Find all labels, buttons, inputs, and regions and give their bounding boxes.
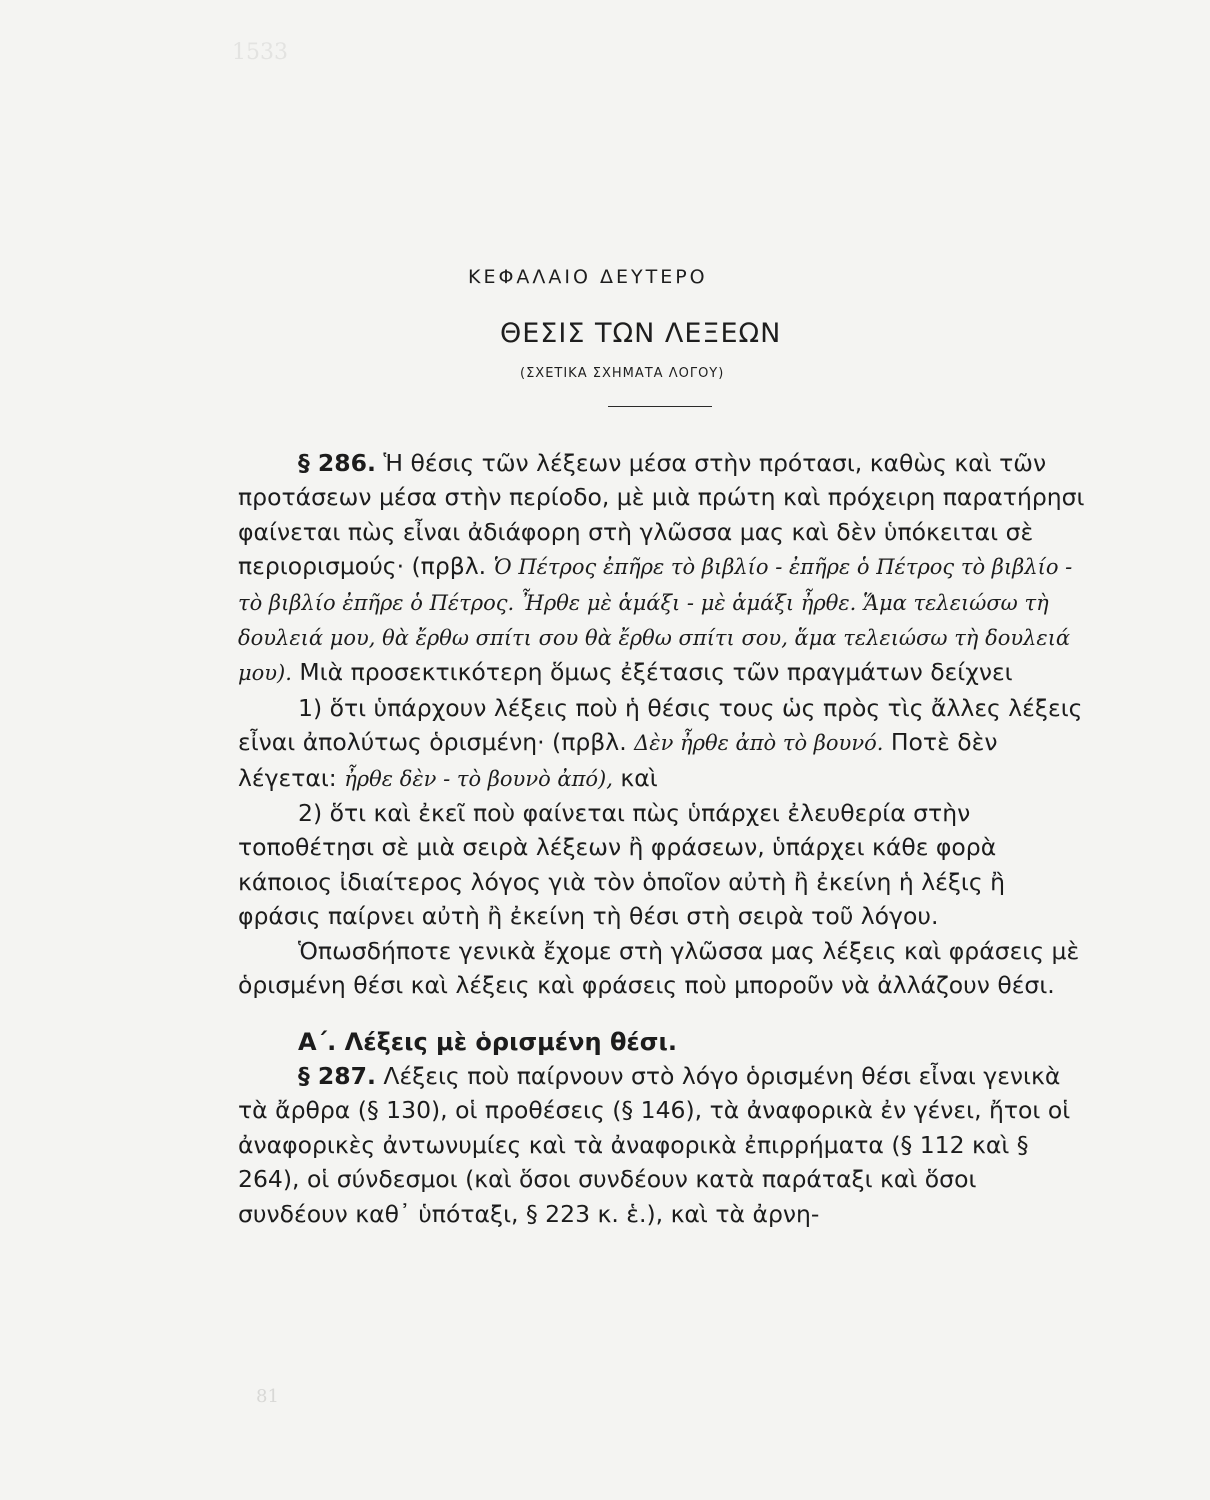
chapter-title: ΘΕΣΙΣ ΤΩΝ ΛΕΞΕΩΝ <box>500 318 782 349</box>
paragraph-286-continuation: Μιὰ προσεκτικότερη ὅμως ἐξέτασις τῶν πραγμάτων δείχνει <box>291 658 1013 687</box>
section-number-287: § 287. <box>298 1061 376 1090</box>
point-1-middle: Ποτὲ δὲν λέγεται: <box>238 728 998 792</box>
paragraph-closing: Ὁπωσδήποτε γενικὰ ἔχομε στὴ γλῶσσα μας λέξεις καὶ φράσεις μὲ ὁρισμένη θέσι καὶ λέξεις καὶ φράσεις ποὺ μποροῦν νὰ ἀλλάζουν θέσι. <box>238 936 1080 1000</box>
paragraph-286 <box>238 446 1090 691</box>
point-2: 2) ὅτι καὶ ἐκεῖ ποὺ φαίνεται πὼς ὑπάρχει ἐλευθερία στὴν τοποθέτησι σὲ μιὰ σειρὰ λέξεων ἢ φράσεων, ὑπάρχει κάθε φορὰ κάποιος ἰδιαίτερος λόγος γιὰ τὸν ὁποῖον αὐτὴ ἢ ἐκείνη ἡ λέξις ἢ φράσις παίρνει αὐτὴ ἢ ἐκείνη τὴ θέσι στὴ σειρὰ τοῦ λόγου. <box>238 799 1006 931</box>
page-number-faded: 1533 <box>232 40 288 65</box>
chapter-subtitle: (ΣΧΕΤΙΚΑ ΣΧΗΜΑΤΑ ΛΟΓΟΥ) <box>520 366 725 381</box>
point-1 <box>238 691 1090 796</box>
chapter-label: ΚΕΦΑΛΑΙΟ ΔΕΥΤΕΡΟ <box>468 266 708 288</box>
paragraph-286-intro: Ἡ θέσις τῶν λέξεων μέσα στὴν πρότασι, καθὼς καὶ τῶν προτάσεων μέσα στὴν περίοδο, μὲ μιὰ πρώτη καὶ πρόχειρη παρατήρησι φαίνεται πὼς εἶναι ἀδιάφορη στὴ γλῶσσα μας καὶ δὲν ὑπόκειται σὲ περιορισμούς· (πρβλ. <box>238 449 1085 581</box>
point-1-example-wrong: ἦρθε δὲν - τὸ βουνὸ ἀπό), <box>344 766 613 791</box>
subsection-heading: Α΄. Λέξεις μὲ ὁρισμένη θέσι. <box>298 1027 677 1056</box>
paragraph-286-examples: Ὁ Πέτρος ἐπῆρε τὸ βιβλίο - ἐπῆρε ὁ Πέτρος τὸ βιβλίο - τὸ βιβλίο ἐπῆρε ὁ Πέτρος. Ἦρθε μὲ ἁμάξι - μὲ ἁμάξι ἦρθε. Ἅμα τελειώσω τὴ δουλειά μου, θὰ ἔρθω σπίτι σου θὰ ἔρθω σπίτι σου, ἅμα τελειώσω τὴ δουλειά μου). <box>238 555 1073 686</box>
spacer <box>238 1003 1090 1025</box>
paragraph-287 <box>238 1059 1090 1231</box>
point-1-end: καὶ <box>612 763 658 792</box>
paragraph-287-text: Λέξεις ποὺ παίρνουν στὸ λόγο ὁρισμένη θέσι εἶναι γενικὰ τὰ ἄρθρα (§ 130), οἱ προθέσεις (§ 146), τὰ ἀναφορικὰ ἐν γένει, ἤτοι οἱ ἀναφορικὲς ἀντωνυμίες καὶ τὰ ἀναφορικὰ ἐπιρρήματα (§ 112 καὶ § 264), οἱ σύνδεσμοι (καὶ ὅσοι συνδέουν κατὰ παράταξι καὶ ὅσοι συνδέουν καθ᾿ ὑπόταξι, § 223 κ. ἑ.), καὶ τὰ ἀρνη- <box>238 1061 1071 1228</box>
point-1-example-correct: Δὲν ἦρθε ἀπὸ τὸ βουνό. <box>634 731 884 756</box>
title-divider <box>608 406 712 407</box>
body-text <box>238 446 1090 1231</box>
section-number-286: § 286. <box>298 449 376 477</box>
point-1-text: 1) ὅτι ὑπάρχουν λέξεις ποὺ ἡ θέσις τους ὡς πρὸς τὶς ἄλλες λέξεις εἶναι ἀπολύτως ὁρισμένη· (πρβλ. <box>238 693 1083 757</box>
footer-page-number: 81 <box>256 1386 279 1407</box>
